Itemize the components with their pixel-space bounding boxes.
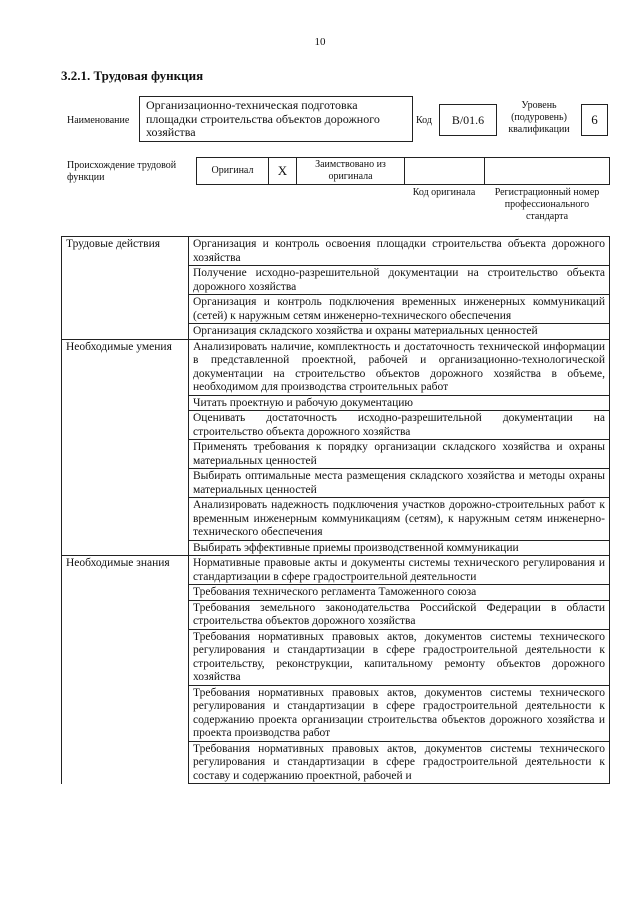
function-name-box: Организационно-техническая подготовка площадки строительства объектов дорожного хозяйства [139, 96, 413, 142]
page-bottom-margin [0, 829, 640, 905]
section-label-continued [62, 498, 189, 541]
reg-number-cell [484, 157, 610, 185]
table-row [62, 266, 610, 295]
code-label: Код [416, 115, 432, 126]
section-label: Необходимые умения [62, 339, 189, 395]
table-row [62, 498, 610, 541]
section-item: Применять требования к порядку организации складского хозяйства и охраны материальных ценностей [189, 440, 610, 469]
origin-label: Происхождение трудовой функции [67, 160, 177, 183]
section-label: Трудовые действия [62, 237, 189, 266]
section-item: Организация складского хозяйства и охраны материальных ценностей [189, 324, 610, 340]
code-original-caption: Код оригинала [412, 187, 476, 198]
reg-number-caption: Регистрационный номер профессионального стандарта [494, 187, 600, 222]
section-label-continued [62, 540, 189, 556]
table-row [62, 440, 610, 469]
table-row [62, 540, 610, 556]
code-value: B/01.6 [439, 104, 497, 136]
section-label-continued [62, 411, 189, 440]
table-row [62, 324, 610, 340]
section-item: Нормативные правовые акты и документы системы технического регулирования и стандартизации в сфере градостроительной деятельности [189, 556, 610, 585]
section-item: Организация и контроль подключения временных инженерных коммуникаций (сетей) к наружным сетям инженерно-технического обеспечения [189, 295, 610, 324]
table-row [62, 295, 610, 324]
table-row [62, 556, 610, 585]
function-table [61, 236, 610, 784]
section-item: Выбирать оптимальные места размещения складского хозяйства и методы охраны материальных ценностей [189, 469, 610, 498]
original-mark: X [268, 157, 296, 185]
original-label: Оригинал [196, 157, 268, 185]
section-item: Оценивать достаточность исходно-разрешительной документации на строительство объекта дорожного хозяйства [189, 411, 610, 440]
section-item: Организация и контроль освоения площадки строительства объекта дорожного хозяйства [189, 237, 610, 266]
section-item: Требования нормативных правовых актов, документов системы технического регулирования и стандартизации в сфере градостроительной деятельности к содержанию проекта организации строительства объектов дорожного хозяйства и проекта производства работ [189, 685, 610, 741]
section-item: Анализировать наличие, комплектность и достаточность технической информации в представленной проектной, рабочей и организационно-технологической документации на строительство объектов дорожного хозяйства в объеме, необходимом для производства строительных работ [189, 339, 610, 395]
section-item: Анализировать надежность подключения участков дорожно-строительных работ к временным инженерным коммуникациям (сетям), к наружным сетям инженерно-технического обеспечения [189, 498, 610, 541]
section-label-continued [62, 266, 189, 295]
section-label-continued [62, 469, 189, 498]
page-number: 10 [314, 36, 326, 48]
section-label-continued [62, 295, 189, 324]
section-item: Читать проектную и рабочую документацию [189, 395, 610, 411]
borrowed-label: Заимствовано из оригинала [296, 157, 404, 185]
table-row [62, 395, 610, 411]
table-row [62, 469, 610, 498]
table-row [62, 600, 610, 629]
level-label: Уровень (подуровень) квалификации [508, 100, 570, 135]
table-row [62, 411, 610, 440]
section-item: Получение исходно-разрешительной документации на строительство объекта дорожного хозяйства [189, 266, 610, 295]
table-row [62, 685, 610, 741]
name-label: Наименование [67, 115, 130, 126]
section-item: Требования нормативных правовых актов, документов системы технического регулирования и стандартизации в сфере градостроительной деятельности к составу и содержанию проектной, рабочей и [189, 741, 610, 784]
section-label-continued [62, 395, 189, 411]
section-label-continued [62, 440, 189, 469]
section-item: Требования технического регламента Таможенного союза [189, 585, 610, 601]
section-label-continued [62, 685, 189, 741]
table-row [62, 629, 610, 685]
section-label: Необходимые знания [62, 556, 189, 585]
table-row [62, 585, 610, 601]
level-value: 6 [581, 104, 608, 136]
section-item: Требования земельного законодательства Российской Федерации в области строительства объектов дорожного хозяйства [189, 600, 610, 629]
section-label-continued [62, 324, 189, 340]
section-label-continued [62, 585, 189, 601]
origin-row [196, 157, 610, 185]
section-item: Выбирать эффективные приемы производственной коммуникации [189, 540, 610, 556]
section-item: Требования нормативных правовых актов, документов системы технического регулирования и стандартизации в сфере градостроительной деятельности к строительству, реконструкции, капитальному ремонту объектов дорожного хозяйства [189, 629, 610, 685]
table-row [62, 741, 610, 784]
section-label-continued [62, 741, 189, 784]
table-row [62, 237, 610, 266]
section-label-continued [62, 600, 189, 629]
section-title: 3.2.1. Трудовая функция [61, 68, 204, 83]
section-label-continued [62, 629, 189, 685]
code-original-cell [404, 157, 484, 185]
table-row [62, 339, 610, 395]
